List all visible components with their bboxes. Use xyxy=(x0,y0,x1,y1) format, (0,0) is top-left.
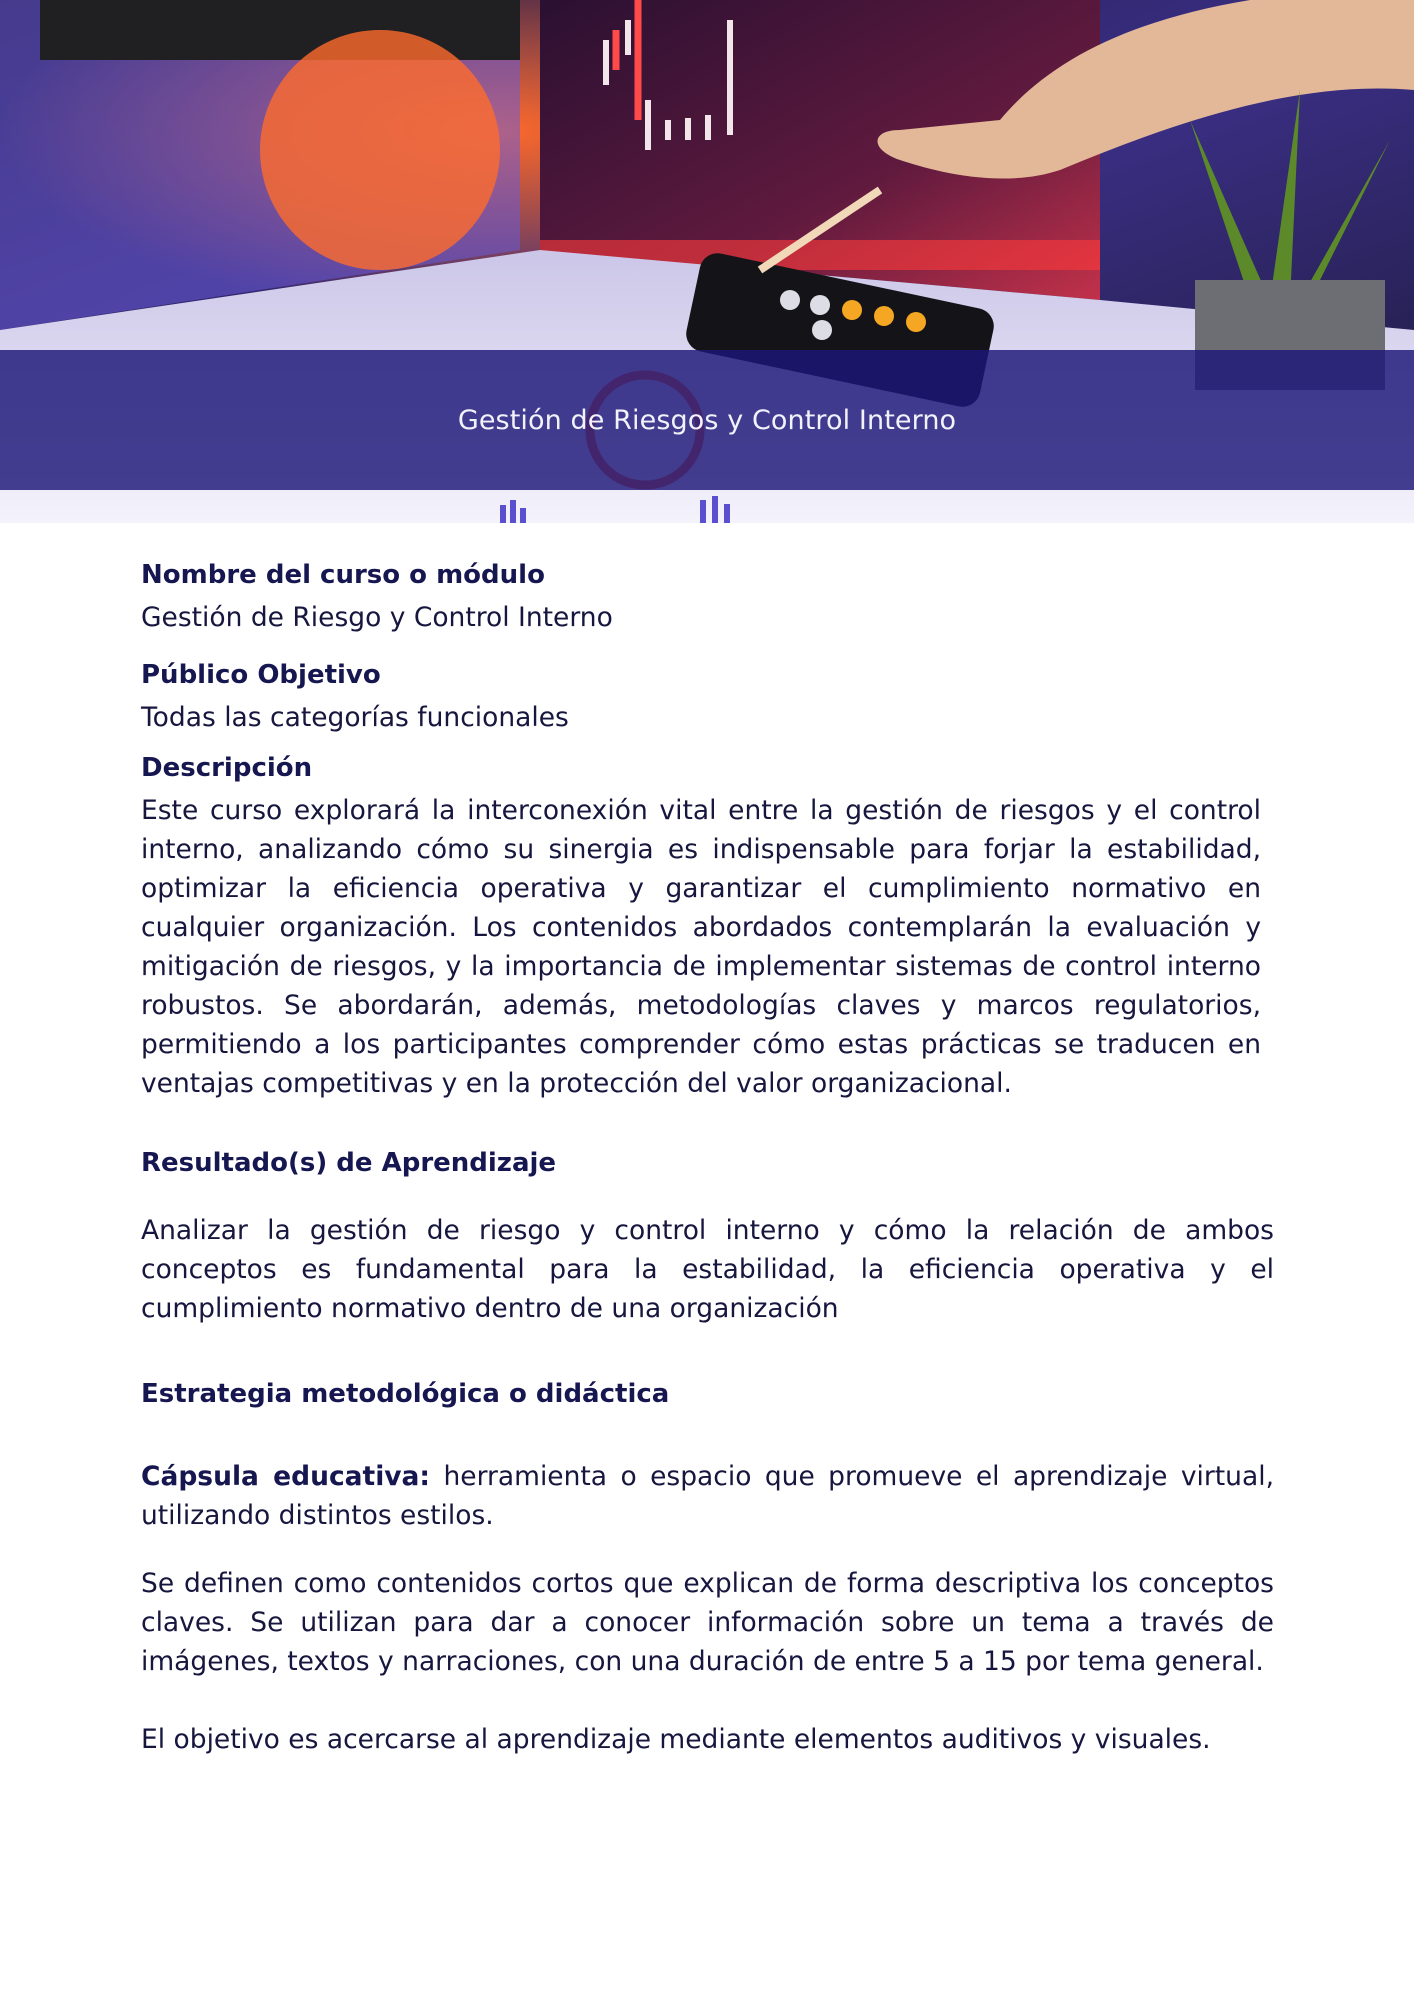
capsule-label: Cápsula educativa: xyxy=(141,1461,431,1492)
description-heading: Descripción xyxy=(141,753,313,783)
capsule-paragraph xyxy=(141,1457,1274,1535)
banner-title: Gestión de Riesgos y Control Interno xyxy=(457,404,957,436)
course-name-value: Gestión de Riesgo y Control Interno xyxy=(141,602,613,633)
title-banner xyxy=(0,350,1414,490)
course-name-heading: Nombre del curso o módulo xyxy=(141,560,545,590)
hero-image xyxy=(0,0,1414,523)
strategy-heading: Estrategia metodológica o didáctica xyxy=(141,1379,670,1409)
description-text: Este curso explorará la interconexión vital entre la gestión de riesgos y el control interno, analizando cómo su sinergia es indispensable para forjar la estabilidad, optimizar la eficiencia operativa y garantizar el cumplimiento normativo en cualquier organización. Los contenidos abordados contemplarán la evaluación y mitigación de riesgos, y la importancia de implementar sistemas de control interno robustos. Se abordarán, además, metodologías claves y marcos regulatorios, permitiendo a los participantes comprender cómo estas prácticas se traducen en ventajas competitivas y en la protección del valor organizacional. xyxy=(141,795,1261,1099)
definition-paragraph: Se definen como contenidos cortos que explican de forma descriptiva los conceptos claves. Se utilizan para dar a conocer información sobre un tema a través de imágenes, textos y narraciones, con una duración de entre 5 a 15 por tema general. xyxy=(141,1568,1274,1677)
objective-paragraph: El objetivo es acercarse al aprendizaje mediante elementos auditivos y visuales. xyxy=(141,1724,1211,1755)
learning-outcomes-text: Analizar la gestión de riesgo y control interno y cómo la relación de ambos conceptos es fundamental para la estabilidad, la eficiencia operativa y el cumplimiento normativo dentro de una organización xyxy=(141,1215,1274,1324)
capsule-text: herramienta o espacio que promueve el aprendizaje virtual, utilizando distintos estilos. xyxy=(141,1461,1274,1531)
target-audience-value: Todas las categorías funcionales xyxy=(141,702,569,733)
target-audience-heading: Público Objetivo xyxy=(141,660,381,690)
course-content xyxy=(141,556,1274,1759)
learning-outcomes-heading: Resultado(s) de Aprendizaje xyxy=(141,1148,557,1178)
